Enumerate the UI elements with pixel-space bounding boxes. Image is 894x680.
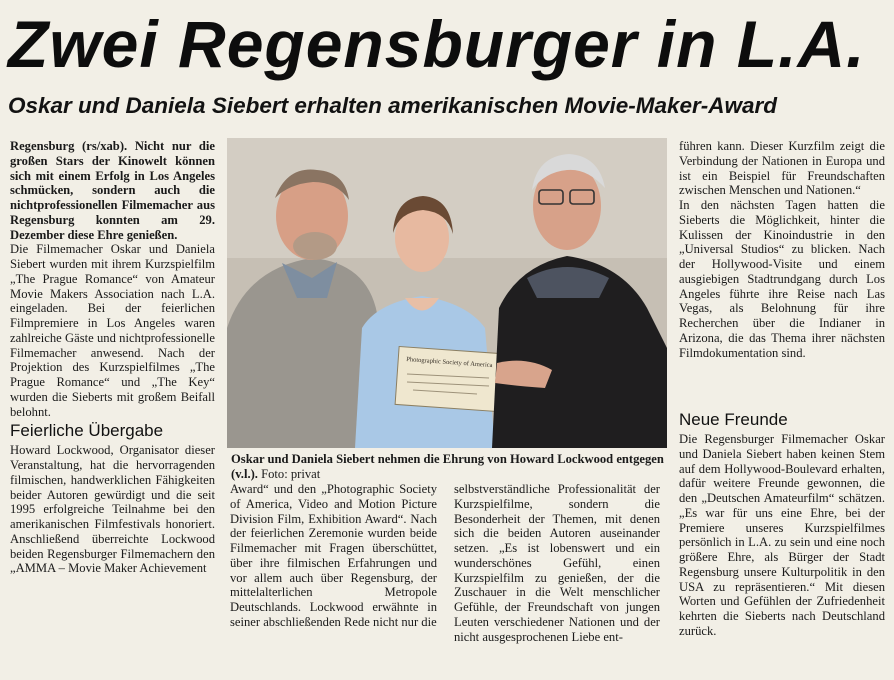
body-paragraph: selbstverständliche Professionalität der Kurzspielfilme, sondern die Besonderheit der Themen, mit denen sich die beiden Autoren auseinander setzen. „Es ist lobenswert und ein wunderschönes Gefühl, einen Kurzspielfilm zu genießen, der die Zuschauer in die Welt menschlicher Gefühle, der Freundschaft von jungen Leuten verschiedener Nationen und der nicht ausgesprochenen Liebe ent- <box>454 482 660 644</box>
article-photo <box>227 138 667 448</box>
lead-paragraph: Regensburg (rs/xab). Nicht nur die großen Stars der Kinowelt können sich mit einem Erfolg in Los Angeles schmücken, sondern auch die nichtprofessionellen Filmemacher aus Regensburg konnten am 29. Dezember diese Ehre genießen. <box>10 139 215 242</box>
headline: Zwei Regensburger in L.A. <box>8 7 866 81</box>
subheadline: Oskar und Daniela Siebert erhalten amerikanischen Movie-Maker-Award <box>8 93 778 118</box>
photo-illustration <box>227 138 667 448</box>
body-paragraph: führen kann. Dieser Kurzfilm zeigt die Verbindung der Nationen in Europa und ist ein Beispiel für Freundschaften zwischen Menschen und Nationen.“ <box>679 139 885 198</box>
section-heading-feierliche-uebergabe: Feierliche Übergabe <box>10 421 164 441</box>
certificate-title: Photographic Society of America <box>406 356 493 370</box>
section-heading-neue-freunde: Neue Freunde <box>679 410 788 429</box>
article-column-2 <box>230 482 437 630</box>
photo-caption <box>231 452 671 482</box>
body-paragraph: Die Regensburger Filmemacher Oskar und Daniela Siebert haben keinen Stem auf dem Hollywood-Boulevard erhalten, dafür weitere Freunde gewonnen, die den „Deutschen Amateurfilm“ schätzen. „Es war für uns eine Ehre, bei der Premiere unseres Kurzspielfilmes persönlich in L.A. zu sein und eine noch größere Ehre, als Bürger der Stadt Regensburg unsere Kulturpolitik in den USA zu repräsentieren.“ Mit diesen Worten und Gefühlen der Zufriedenheit kehrten die Sieberts nach Deutschland zurück. <box>679 432 885 638</box>
caption-text: Oskar und Daniela Siebert nehmen die Ehrung von Howard Lockwood entgegen (v.l.). <box>231 452 664 481</box>
body-paragraph: Howard Lockwood, Organisator dieser Veranstaltung, hat die hervorragenden filmischen, handwerklichen Fähigkeiten beider Autoren gewürdigt und die seit 1995 erfolgreiche Teilnahme bei den amerikanischen Filmfestivals honoriert. Anschließend überreichte Lockwood beiden Regensburger Filmemachern den „AMMA – Movie Maker Achievement <box>10 443 215 576</box>
article-column-3 <box>454 482 660 644</box>
caption-credit: Foto: privat <box>261 467 321 481</box>
article-column-1 <box>10 139 215 576</box>
article-column-4-continued <box>679 408 885 639</box>
body-paragraph: In den nächsten Tagen hatten die Sieberts die Möglichkeit, hinter die Kulissen der Kinoindustrie in den „Universal Studios“ zu blicken. Nach der Hollywood-Visite und einem ausgiebigen Stadtrundgang durch Los Angeles führte ihre Reise nach Las Vegas, als Belohnung für ihre Recherchen über die Indianer in Arizona, die das Thema ihrer nächsten Filmdokumentation sind. <box>679 198 885 360</box>
article-column-4 <box>679 139 885 360</box>
body-paragraph: Die Filmemacher Oskar und Daniela Siebert wurden mit ihrem Kurzspielfilm „The Prague Romance“ von Amateur Movie Makers Association nach L.A. eingeladen. Bei der feierlichen Filmpremiere in Los Angeles waren zahlreiche Gäste und nichtprofessionelle Filmemacher anwesend. Nach der Projektion des Kurzspielfilmes „The Prague Romance“ und „The Key“ wurden die Sieberts mit großem Beifall belohnt. <box>10 242 215 419</box>
body-paragraph: Award“ und den „Photographic Society of America, Video and Motion Picture Division Film, Exhibition Award“. Nach der feierlichen Zeremonie wurden beide Filmemacher mit Fragen überschüttet, über ihre filmischen Erfahrungen und vor allem auch über Regensburg, der mittelalterlichen Metropole Deutschlands. Lockwood erwähnte in seiner abschließenden Rede nicht nur die <box>230 482 437 629</box>
certificate <box>395 347 501 412</box>
